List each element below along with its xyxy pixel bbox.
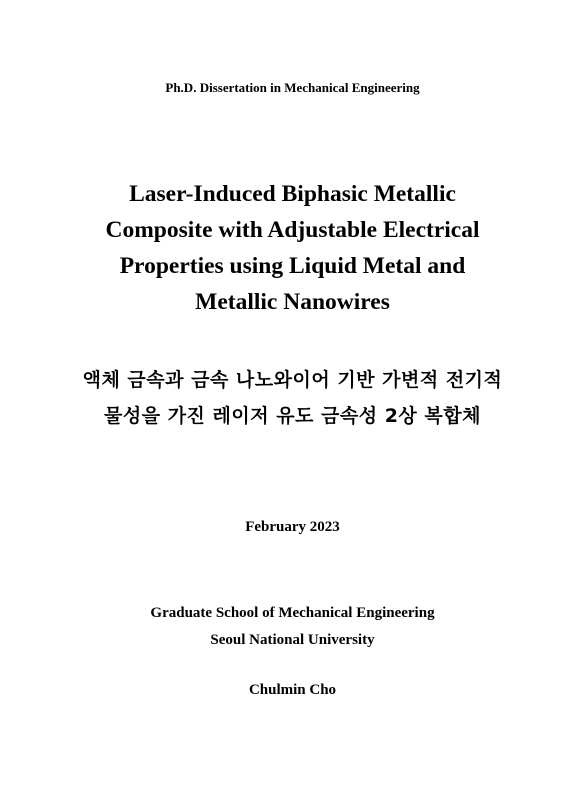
university-name: Seoul National University [210, 632, 375, 648]
submission-date: February 2023 [245, 519, 340, 535]
affiliation [0, 600, 585, 654]
english-title-line: Properties using Liquid Metal and [119, 253, 466, 279]
korean-title-line: 물성을 가진 레이저 유도 금속성 2상 복합체 [104, 405, 481, 427]
korean-title [0, 362, 585, 434]
english-title-line: Laser-Induced Biphasic Metallic [129, 181, 456, 207]
graduate-school: Graduate School of Mechanical Engineering [150, 605, 435, 621]
author-name: Chulmin Cho [248, 682, 337, 698]
degree-header: Ph.D. Dissertation in Mechanical Engineering [165, 80, 420, 95]
english-title [0, 176, 585, 320]
english-title-line: Composite with Adjustable Electrical [105, 217, 480, 243]
english-title-line: Metallic Nanowires [195, 289, 390, 315]
korean-title-line: 액체 금속과 금속 나노와이어 기반 가변적 전기적 [82, 369, 503, 391]
